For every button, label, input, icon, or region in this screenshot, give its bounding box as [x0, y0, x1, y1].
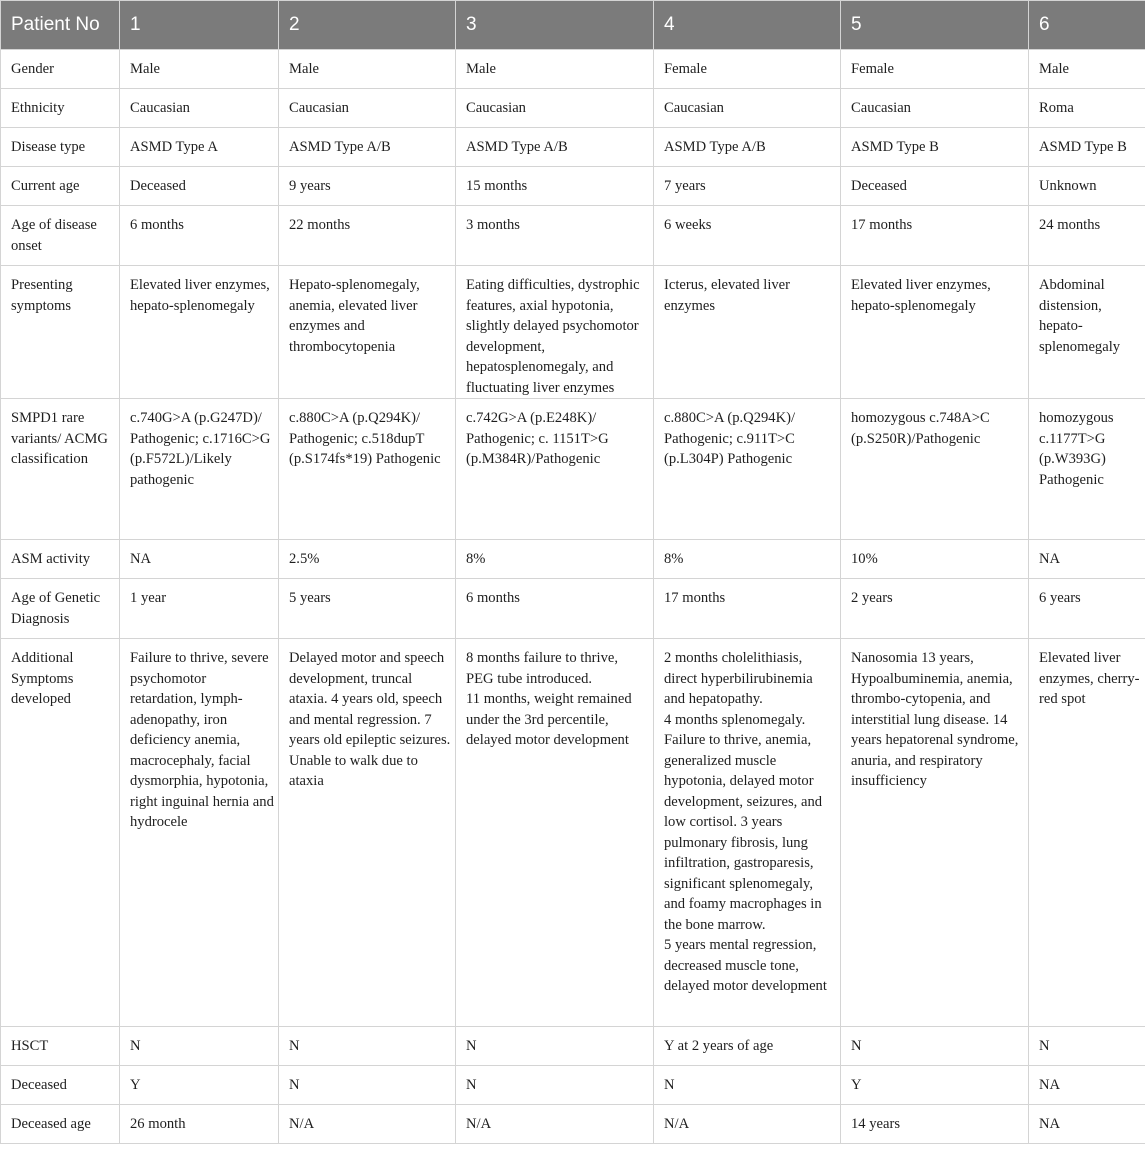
table-cell: Abdominal distension, hepato-splenomegaly [1029, 266, 1145, 399]
row-label: HSCT [1, 1027, 120, 1066]
column-header: 5 [841, 1, 1029, 50]
column-header: 6 [1029, 1, 1145, 50]
table-cell: 3 months [456, 206, 654, 266]
table-cell: Elevated liver enzymes, cherry-red spot [1029, 639, 1145, 1027]
table-cell: c.742G>A (p.E248K)/ Pathogenic; c. 1151T>G (p.M384R)/Pathogenic [456, 399, 654, 540]
row-label: Age of Genetic Diagnosis [1, 579, 120, 639]
table-cell: Caucasian [456, 89, 654, 128]
table-row [1, 579, 1145, 639]
table-cell: ASMD Type B [841, 128, 1029, 167]
column-header: 4 [654, 1, 841, 50]
column-header: 1 [120, 1, 279, 50]
table-cell: Caucasian [654, 89, 841, 128]
table-cell: Y [120, 1066, 279, 1105]
table-row [1, 399, 1145, 540]
table-cell: ASMD Type A [120, 128, 279, 167]
table-cell: N [456, 1027, 654, 1066]
table-cell: 5 years [279, 579, 456, 639]
table-cell: 1 year [120, 579, 279, 639]
table-cell: Y at 2 years of age [654, 1027, 841, 1066]
table-cell: 26 month [120, 1105, 279, 1144]
table-cell: 8 months failure to thrive, PEG tube introduced. 11 months, weight remained under the 3rd percentile, delayed motor development [456, 639, 654, 1027]
table-cell: 2.5% [279, 540, 456, 579]
table-cell: N [279, 1027, 456, 1066]
table-cell: 6 years [1029, 579, 1145, 639]
table-row [1, 540, 1145, 579]
table-cell: 8% [456, 540, 654, 579]
table-cell: Delayed motor and speech development, truncal ataxia. 4 years old, speech and mental regression. 7 years old epileptic seizures. Unable to walk due to ataxia [279, 639, 456, 1027]
table-cell: Nanosomia 13 years, Hypoalbuminemia, anemia, thrombo-cytopenia, and interstitial lung disease. 14 years hepatorenal syndrome, anuria, and respiratory insufficiency [841, 639, 1029, 1027]
table-cell: Deceased [841, 167, 1029, 206]
row-label: SMPD1 rare variants/ ACMG classification [1, 399, 120, 540]
table-cell: NA [1029, 1105, 1145, 1144]
row-label: Current age [1, 167, 120, 206]
table-row [1, 1027, 1145, 1066]
table-cell: 6 months [120, 206, 279, 266]
table-row [1, 89, 1145, 128]
row-label: Age of disease onset [1, 206, 120, 266]
table-cell: Caucasian [120, 89, 279, 128]
table-cell: Caucasian [841, 89, 1029, 128]
table-row [1, 266, 1145, 399]
table-cell: ASMD Type B [1029, 128, 1145, 167]
table-cell: Caucasian [279, 89, 456, 128]
table-cell: homozygous c.1177T>G (p.W393G) Pathogenic [1029, 399, 1145, 540]
table-cell: N [654, 1066, 841, 1105]
table-cell: 9 years [279, 167, 456, 206]
table-cell: Unknown [1029, 167, 1145, 206]
table-row [1, 1105, 1145, 1144]
table-cell: 14 years [841, 1105, 1029, 1144]
table-cell: 2 months cholelithiasis, direct hyperbilirubinemia and hepatopathy. 4 months splenomegaly. Failure to thrive, anemia, generalized muscle hypotonia, delayed motor development, seizures, and low cortisol. 3 years pulmonary fibrosis, lung infiltration, gastroparesis, significant splenomegaly, and foamy macrophages in the bone marrow. 5 years mental regression, decreased muscle tone, delayed motor development [654, 639, 841, 1027]
table-row [1, 1066, 1145, 1105]
row-label: Additional Symptoms developed [1, 639, 120, 1027]
table-cell: 8% [654, 540, 841, 579]
table-cell: Male [120, 50, 279, 89]
row-label: Disease type [1, 128, 120, 167]
table-row [1, 128, 1145, 167]
table-cell: homozygous c.748A>C (p.S250R)/Pathogenic [841, 399, 1029, 540]
table-cell: N [456, 1066, 654, 1105]
row-label: Ethnicity [1, 89, 120, 128]
table-cell: Hepato-splenomegaly, anemia, elevated liver enzymes and thrombocytopenia [279, 266, 456, 399]
table-cell: ASMD Type A/B [456, 128, 654, 167]
table-cell: Male [456, 50, 654, 89]
column-header: Patient No [1, 1, 120, 50]
table-cell: Female [654, 50, 841, 89]
table-cell: N [120, 1027, 279, 1066]
column-header: 3 [456, 1, 654, 50]
table-cell: ASMD Type A/B [279, 128, 456, 167]
table-cell: 7 years [654, 167, 841, 206]
table-cell: 17 months [654, 579, 841, 639]
table-row [1, 50, 1145, 89]
table-cell: 10% [841, 540, 1029, 579]
row-label: ASM activity [1, 540, 120, 579]
table-cell: Male [1029, 50, 1145, 89]
table-cell: Y [841, 1066, 1029, 1105]
table-cell: Elevated liver enzymes, hepato-splenomegaly [120, 266, 279, 399]
row-label: Presenting symptoms [1, 266, 120, 399]
table-cell: c.740G>A (p.G247D)/ Pathogenic; c.1716C>G (p.F572L)/Likely pathogenic [120, 399, 279, 540]
table-cell: Female [841, 50, 1029, 89]
column-header: 2 [279, 1, 456, 50]
row-label: Deceased [1, 1066, 120, 1105]
table-cell: N/A [654, 1105, 841, 1144]
table-cell: 15 months [456, 167, 654, 206]
row-label: Gender [1, 50, 120, 89]
table-cell: N [1029, 1027, 1145, 1066]
table-cell: N [841, 1027, 1029, 1066]
table-cell: N/A [279, 1105, 456, 1144]
table-cell: 17 months [841, 206, 1029, 266]
table-row [1, 167, 1145, 206]
table-row [1, 206, 1145, 266]
table-cell: ASMD Type A/B [654, 128, 841, 167]
table-cell: N/A [456, 1105, 654, 1144]
table-cell: NA [1029, 1066, 1145, 1105]
table-cell: 22 months [279, 206, 456, 266]
table-cell: Icterus, elevated liver enzymes [654, 266, 841, 399]
table-row [1, 639, 1145, 1027]
table-cell: 6 months [456, 579, 654, 639]
table-cell: Eating difficulties, dystrophic features, axial hypotonia, slightly delayed psychomotor development, hepatosplenomegaly, and fluctuating liver enzymes [456, 266, 654, 399]
table-cell: Elevated liver enzymes, hepato-splenomegaly [841, 266, 1029, 399]
table-cell: 6 weeks [654, 206, 841, 266]
table-cell: NA [1029, 540, 1145, 579]
row-label: Deceased age [1, 1105, 120, 1144]
table-cell: c.880C>A (p.Q294K)/ Pathogenic; c.518dupT (p.S174fs*19) Pathogenic [279, 399, 456, 540]
table-cell: 2 years [841, 579, 1029, 639]
table-cell: Deceased [120, 167, 279, 206]
header-row [1, 1, 1145, 50]
table-cell: c.880C>A (p.Q294K)/ Pathogenic; c.911T>C (p.L304P) Pathogenic [654, 399, 841, 540]
table-cell: 24 months [1029, 206, 1145, 266]
table-cell: Male [279, 50, 456, 89]
table-cell: N [279, 1066, 456, 1105]
table-cell: Failure to thrive, severe psychomotor retardation, lymph-adenopathy, iron deficiency anemia, macrocephaly, facial dysmorphia, hypotonia, right inguinal hernia and hydrocele [120, 639, 279, 1027]
table-cell: Roma [1029, 89, 1145, 128]
table-cell: NA [120, 540, 279, 579]
